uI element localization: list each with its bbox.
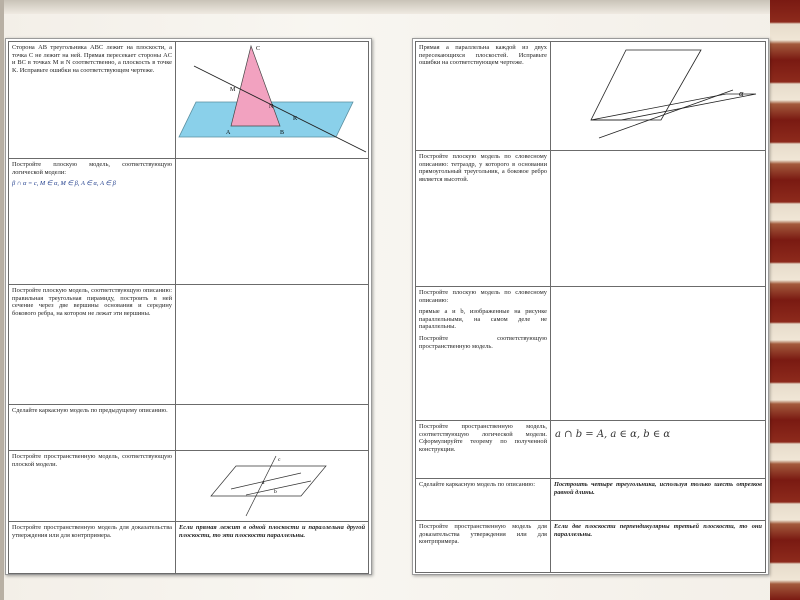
- task-text: Сделайте каркасную модель по предыдущему описанию.: [12, 407, 168, 414]
- label-a: A: [226, 130, 231, 136]
- label-b: B: [280, 130, 285, 136]
- task-text: Постройте пространственную модель, соответствующую логической модели. Сформулируйте теорему по полученной конструкции.: [419, 423, 547, 453]
- table-row: [9, 522, 369, 574]
- triangle-plane-figure: [176, 42, 369, 158]
- two-planes-figure: [551, 42, 766, 150]
- statement-text: Если прямая лежит в одной плоскости и параллельна другой плоскости, то эти плоскости параллельны.: [179, 524, 365, 539]
- table-row: [9, 285, 369, 405]
- label-b: b: [274, 489, 277, 495]
- slide-top-edge: [0, 0, 800, 14]
- statement-text: Построить четыре треугольника, используя только шесть отрезков равной длины.: [554, 481, 762, 496]
- logic-formula: β ∩ α = c, M ∈ α, M ∈ β, A ∈ α, A ∈ β: [12, 180, 116, 188]
- answer-cell[interactable]: [176, 405, 369, 451]
- task-text: Постройте пространственную модель, соответствующую плоской модели.: [12, 453, 172, 468]
- task-text: Постройте плоскую модель по словесному описанию:: [419, 289, 547, 304]
- worksheet-right: [412, 38, 769, 575]
- task-text: Постройте плоскую модель, соответствующую логической модели:: [12, 161, 172, 176]
- label-c: c: [278, 457, 281, 463]
- table-row: [416, 479, 766, 521]
- table-row: [416, 151, 766, 287]
- table-row: [9, 42, 369, 159]
- table-row: [9, 405, 369, 451]
- worksheet-left-table: [8, 41, 369, 574]
- worksheet-right-table: [415, 41, 766, 573]
- table-row: [416, 287, 766, 421]
- triangle-abc: [231, 46, 280, 126]
- table-row: [9, 451, 369, 522]
- worksheet-left: [5, 38, 372, 575]
- planes-lines-figure: [176, 451, 369, 521]
- task-text: Постройте плоскую модель, соответствующую описанию: правильная треугольная пирамиду, построить в ней сечение через две вершины основания и середину бокового ребра, на котором не лежат эти вершины.: [12, 287, 172, 317]
- line-a: [599, 90, 733, 138]
- task-text: Постройте плоскую модель по словесному описанию: тетраэдр, у которого в основании прямоугольный треугольник, а боковое ребро является высотой.: [419, 153, 547, 183]
- label-alpha: α: [739, 90, 744, 98]
- label-a: a: [262, 480, 265, 486]
- table-row: [416, 521, 766, 573]
- task-text: Прямая a параллельна каждой из двух пересекающихся плоскостей. Исправьте ошибки на соответствующем чертеже.: [419, 44, 547, 67]
- task-text: Сторона AB треугольника ABC лежит на плоскости, а точка C не лежит на ней. Прямая пересекает стороны AC и BC в точках M и N соответственно, а плоскость в точке K. Исправьте ошибки на соответствующем чертеже.: [12, 44, 172, 74]
- task-text: Постройте пространственную модель для доказательства утверждения или для контрпримера.: [12, 524, 172, 539]
- table-row: [416, 421, 766, 479]
- task-text: Постройте соответствующую пространственную модель.: [419, 334, 547, 350]
- task-text: прямые a и b, изображенные на рисунке параллельными, на самом деле не параллельны.: [419, 308, 547, 331]
- decorative-border: [770, 0, 800, 600]
- task-text: Сделайте каркасную модель по описанию:: [419, 481, 535, 488]
- statement-text: Если две плоскости перпендикулярны третьей плоскости, то они параллельны.: [554, 523, 762, 538]
- label-m: M: [230, 87, 236, 93]
- slide-left-edge: [0, 0, 4, 600]
- label-k: K: [293, 116, 298, 122]
- task-text: Постройте пространственную модель для доказательства утверждения или для контрпримера.: [419, 523, 547, 546]
- line-c: [246, 456, 276, 516]
- table-row: [416, 42, 766, 151]
- logic-formula: a ∩ b = A, a ∈ α, b ∈ α: [555, 429, 671, 440]
- label-n: N: [269, 104, 274, 110]
- table-row: [9, 159, 369, 285]
- label-c: C: [256, 46, 261, 52]
